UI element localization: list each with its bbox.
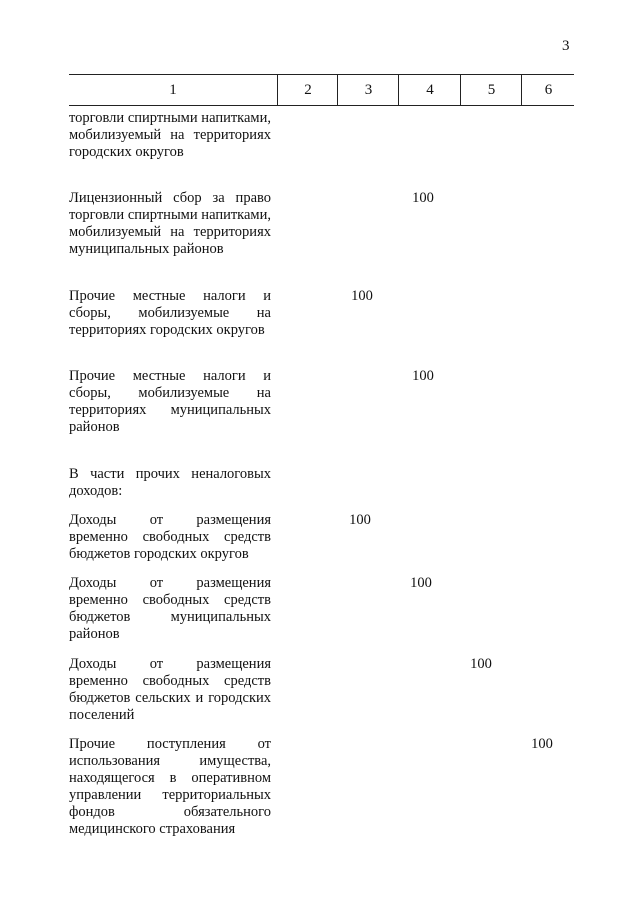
table-row-value-col3: 100: [349, 512, 371, 528]
table-row-value-col3: 100: [351, 288, 373, 304]
column-header-5: 5: [460, 75, 522, 105]
column-header-2: 2: [277, 75, 338, 105]
column-header-4: 4: [398, 75, 461, 105]
column-header-1: 1: [169, 82, 177, 98]
table-row-description: Прочие местные налоги и сборы, мобилизуемые на территориях муниципальных районов: [69, 368, 271, 435]
table-row-description: Лицензионный сбор за право торговли спиртными напитками, мобилизуемый на территориях муниципальных районов: [69, 190, 271, 257]
table-row-description: Доходы от размещения временно свободных средств бюджетов сельских и городских поселений: [69, 656, 271, 723]
table-row-value-col4: 100: [412, 368, 434, 384]
page-number: 3: [562, 38, 570, 54]
table-header: [69, 74, 574, 106]
table-row-description: торговли спиртными напитками, мобилизуемый на территориях городских округов: [69, 110, 271, 160]
table-row-value-col4: 100: [410, 575, 432, 591]
table-row-value-col5: 100: [470, 656, 492, 672]
column-header-3: 3: [337, 75, 399, 105]
table-row-description: Прочие местные налоги и сборы, мобилизуемые на территориях городских округов: [69, 288, 271, 338]
table-row-description: Прочие поступления от использования имущества, находящегося в оперативном управлении территориальных фондов обязательного медицинского страхования: [69, 736, 271, 837]
table-row-value-col4: 100: [412, 190, 434, 206]
table-row-description: Доходы от размещения временно свободных средств бюджетов городских округов: [69, 512, 271, 562]
column-header-6: 6: [521, 75, 575, 105]
table-row-value-col6: 100: [531, 736, 553, 752]
section-subheading: В части прочих неналоговых доходов:: [69, 466, 271, 499]
table-row-description: Доходы от размещения временно свободных средств бюджетов муниципальных районов: [69, 575, 271, 642]
